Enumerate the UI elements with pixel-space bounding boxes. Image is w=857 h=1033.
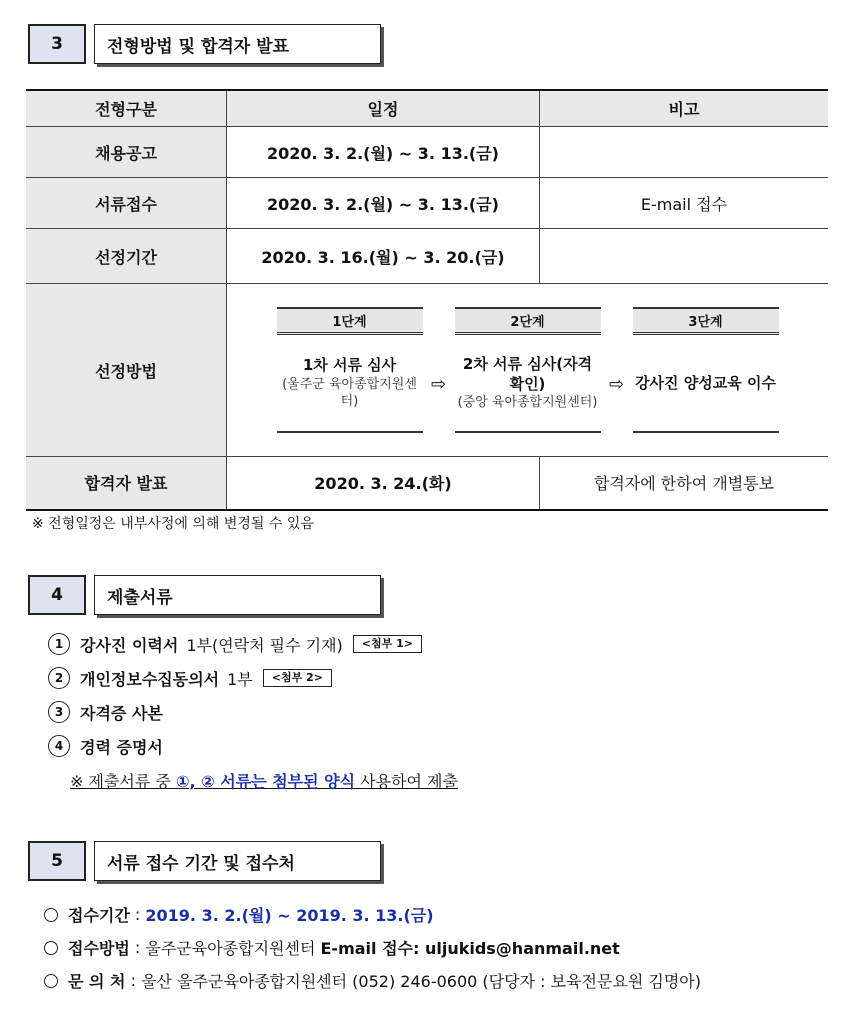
right-arrow-icon: ⇨ xyxy=(430,373,447,395)
circled-number: 1 xyxy=(48,633,70,655)
circled-number: 2 xyxy=(48,667,70,689)
row-note xyxy=(540,229,829,284)
document-name: 경력 증명서 xyxy=(80,737,163,757)
list-item xyxy=(44,964,701,997)
circled-number: 4 xyxy=(48,735,70,757)
document-list xyxy=(48,627,458,792)
step-main: 2차 서류 심사(자격 확인) xyxy=(462,354,593,394)
table-row xyxy=(26,229,828,284)
list-item xyxy=(48,627,458,661)
circled-number: 3 xyxy=(48,701,70,723)
section-title: 서류 접수 기간 및 접수처 xyxy=(94,841,381,881)
right-arrow-icon: ⇨ xyxy=(608,373,625,395)
document-detail: 1부 xyxy=(227,669,253,689)
submission-note xyxy=(70,769,458,792)
list-item xyxy=(48,661,458,695)
document-name: 개인정보수집동의서 xyxy=(80,669,220,689)
step-tag: 3단계 xyxy=(633,307,779,335)
row-date: 2020. 3. 2.(월) ~ 3. 13.(금) xyxy=(227,127,540,178)
step-tag: 1단계 xyxy=(277,307,423,335)
section-number: 4 xyxy=(28,575,86,615)
announce-note: 합격자에 한하여 개별통보 xyxy=(540,457,829,510)
info-sep: : xyxy=(125,971,142,990)
row-label: 채용공고 xyxy=(26,127,227,178)
header-schedule: 일정 xyxy=(227,90,540,127)
step-main: 1차 서류 심사 xyxy=(302,356,397,375)
table-row xyxy=(26,178,828,229)
attachment-badge: <첨부 2> xyxy=(263,669,332,687)
list-item xyxy=(48,729,458,763)
section-5-header xyxy=(28,841,381,881)
note-prefix: ※ 제출서류 중 xyxy=(70,772,176,791)
section-3-header xyxy=(28,24,381,64)
schedule-table xyxy=(26,89,828,511)
document-name: 강사진 이력서 xyxy=(80,635,179,655)
selection-steps xyxy=(228,285,827,455)
info-label: 접수방법 xyxy=(68,939,130,958)
header-note: 비고 xyxy=(540,90,829,127)
table-row xyxy=(26,127,828,178)
header-category: 전형구분 xyxy=(26,90,227,127)
row-note: E-mail 접수 xyxy=(540,178,829,229)
announce-row xyxy=(26,457,828,510)
circle-bullet-icon xyxy=(44,941,58,955)
announce-date: 2020. 3. 24.(화) xyxy=(227,457,540,510)
email-value: E-mail 접수: uljukids@hanmail.net xyxy=(320,939,620,958)
info-value: 울산 울주군육아종합지원센터 (052) 246-0600 (담당자 : 보육전문요원 김명아) xyxy=(141,972,702,991)
list-item xyxy=(44,931,701,964)
list-item xyxy=(44,898,701,931)
method-row xyxy=(26,284,828,457)
announce-label: 합격자 발표 xyxy=(26,457,227,510)
section-4-header xyxy=(28,575,381,615)
section-title: 제출서류 xyxy=(94,575,381,615)
row-label: 서류접수 xyxy=(26,178,227,229)
step-3 xyxy=(633,307,779,433)
row-note xyxy=(540,127,829,178)
info-label: 문 의 처 xyxy=(68,972,126,991)
circle-bullet-icon xyxy=(44,908,58,922)
note-highlight: ①, ② 서류는 첨부된 양식 xyxy=(175,772,356,791)
row-label: 선정기간 xyxy=(26,229,227,284)
step-1 xyxy=(277,307,423,433)
step-tag: 2단계 xyxy=(455,307,601,335)
info-value: 2019. 3. 2.(월) ~ 2019. 3. 13.(금) xyxy=(145,906,434,925)
info-sep: : xyxy=(129,905,146,924)
step-2 xyxy=(455,307,601,433)
row-date: 2020. 3. 16.(월) ~ 3. 20.(금) xyxy=(227,229,540,284)
info-sep: : xyxy=(129,938,146,957)
method-steps-cell xyxy=(227,284,829,457)
list-item xyxy=(48,695,458,729)
reception-info xyxy=(44,898,701,997)
circle-bullet-icon xyxy=(44,974,58,988)
info-value: 울주군육아종합지원센터 xyxy=(145,939,321,958)
document-name: 자격증 사본 xyxy=(80,703,163,723)
step-main: 강사진 양성교육 이수 xyxy=(635,373,776,392)
info-label: 접수기간 xyxy=(68,906,130,925)
row-date: 2020. 3. 2.(월) ~ 3. 13.(금) xyxy=(227,178,540,229)
attachment-badge: <첨부 1> xyxy=(353,635,422,653)
section-number: 5 xyxy=(28,841,86,881)
method-label: 선정방법 xyxy=(26,284,227,457)
schedule-footnote: ※ 전형일정은 내부사정에 의해 변경될 수 있음 xyxy=(32,516,314,532)
section-number: 3 xyxy=(28,24,86,64)
section-title: 전형방법 및 합격자 발표 xyxy=(94,24,381,64)
note-suffix: 사용하여 제출 xyxy=(355,772,458,791)
document-detail: 1부(연락처 필수 기재) xyxy=(186,635,343,655)
step-sub: (울주군 육아종합지원센터) xyxy=(282,376,417,410)
step-sub: (중앙 육아종합지원센터) xyxy=(457,395,598,411)
